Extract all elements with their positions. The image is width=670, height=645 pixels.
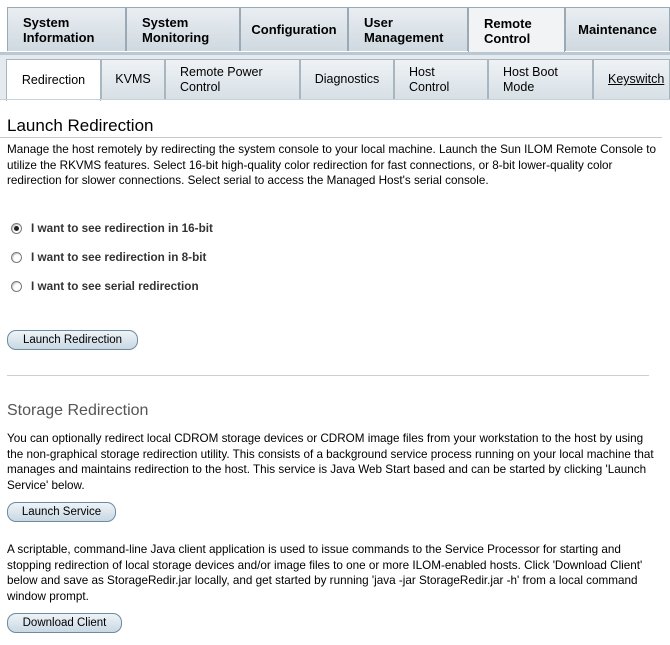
launch-redirection-button[interactable]: Launch Redirection	[7, 330, 138, 350]
main-nav	[0, 0, 670, 55]
storage-description: You can optionally redirect local CDROM storage devices or CDROM image files from your workstation to the host by using the non-graphical storage redirection utility. This consists of a background service process running on your local machine that manages and maintains redirection to the host. This service is Java Web Start based and can be started by clicking 'Launch Service' below.	[7, 432, 654, 492]
subtab-diagnostics[interactable]: Diagnostics	[300, 59, 394, 99]
radio-serial[interactable]	[11, 281, 22, 292]
launch-redirection-title: Launch Redirection	[7, 116, 154, 135]
subtab-host-boot-mode[interactable]: Host Boot Mode	[488, 59, 593, 99]
subtab-divider	[0, 99, 670, 100]
option-serial-label: I want to see serial redirection	[31, 279, 199, 293]
sub-nav	[0, 55, 670, 100]
storage-redirection-title: Storage Redirection	[7, 402, 149, 419]
launch-service-button[interactable]: Launch Service	[7, 502, 116, 522]
tab-remote-control[interactable]: Remote Control	[468, 7, 565, 53]
tab-user-management[interactable]: User Management	[348, 7, 468, 51]
launch-description: Manage the host remotely by redirecting the system console to your local machine. Launch the Sun ILOM Remote Console to utilize the RKVMS features. Select 16-bit high-quality color redirection for fast connections, or 8-bit lower-quality color redirection for slower connections. Select serial to access the Managed Host's serial console.	[7, 143, 656, 187]
title-rule	[0, 137, 662, 138]
client-description: A scriptable, command-line Java client application is used to issue commands to the Service Processor for starting and stopping redirection of local storage devices and/or image files to one or more ILOM-enabled hosts. Click 'Download Client' below and save as StorageRedir.jar locally, and get started by running 'java -jar StorageRedir.jar -h' from a local command window prompt.	[7, 543, 643, 603]
option-serial[interactable]	[11, 278, 199, 294]
tab-maintenance[interactable]: Maintenance	[565, 7, 670, 51]
subtab-remote-power-control[interactable]: Remote Power Control	[165, 59, 300, 99]
option-8bit[interactable]	[11, 249, 206, 265]
section-divider	[7, 375, 649, 376]
subtab-host-control[interactable]: Host Control	[394, 59, 488, 99]
tab-system-information[interactable]: System Information	[7, 7, 126, 51]
download-client-button[interactable]: Download Client	[7, 613, 122, 633]
radio-8bit[interactable]	[11, 252, 22, 263]
tab-configuration[interactable]: Configuration	[240, 7, 348, 51]
subtab-redirection[interactable]: Redirection	[6, 59, 101, 101]
subtab-keyswitch[interactable]: Keyswitch	[593, 59, 670, 99]
option-16bit-label: I want to see redirection in 16-bit	[31, 221, 213, 235]
tab-system-monitoring[interactable]: System Monitoring	[126, 7, 240, 51]
option-8bit-label: I want to see redirection in 8-bit	[31, 250, 207, 264]
subtab-kvms[interactable]: KVMS	[101, 59, 165, 99]
option-16bit[interactable]	[11, 220, 213, 236]
radio-16bit[interactable]	[11, 223, 22, 234]
